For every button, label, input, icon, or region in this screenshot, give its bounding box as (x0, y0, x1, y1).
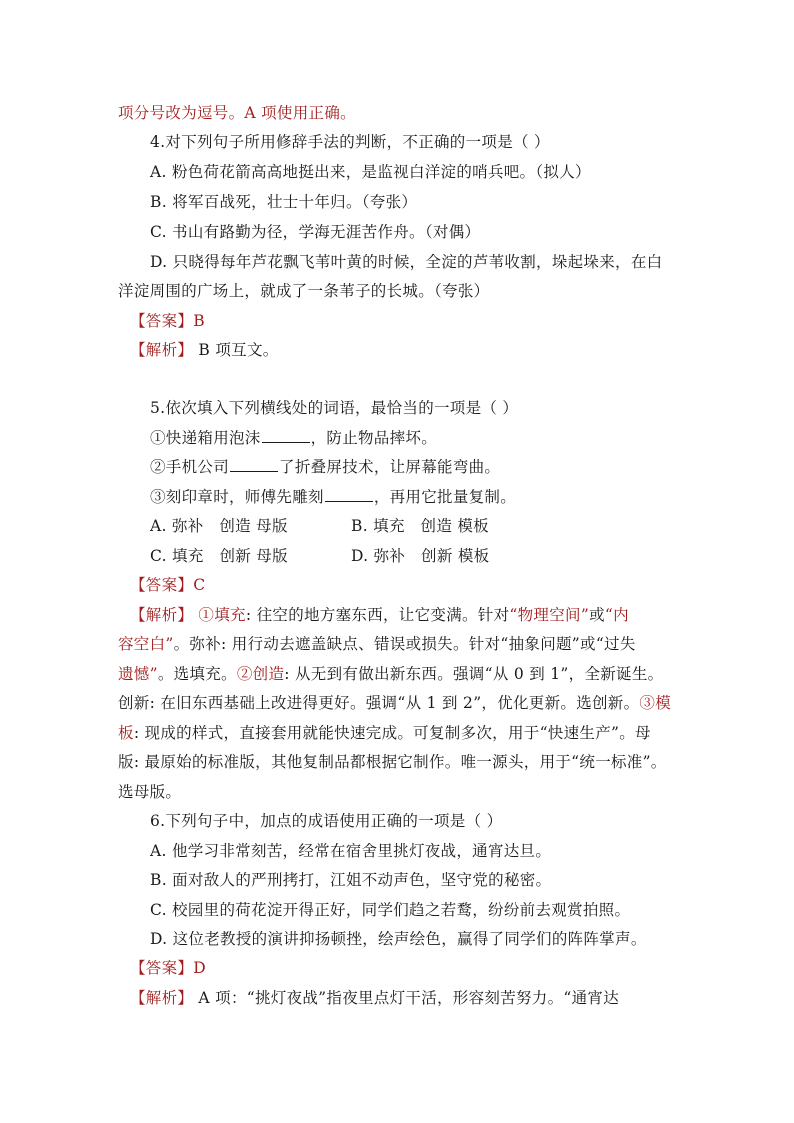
q4-option-d: D. 只晓得每年芦花飘飞苇叶黄的时候，全淀的芦苇收割，垛起垛来，在白 (150, 253, 663, 271)
answer-tag: 【答案】 (130, 959, 194, 977)
item-text: ，防止物品摔坏。 (310, 429, 438, 447)
item-text: 了折叠屏技术，让屏幕能弯曲。 (279, 458, 501, 476)
q6-option-d: D. 这位老教授的演讲抑扬顿挫，绘声绘色，赢得了同学们的阵阵掌声。 (150, 930, 647, 948)
q5-analysis-line-4 (118, 693, 671, 713)
q6-option-a: A. 他学习非常刻苦，经常在宿舍里挑灯夜战，通宵达旦。 (150, 842, 552, 860)
q5-analysis-line-6 (118, 752, 667, 772)
item-text: ②手机公司 (150, 458, 230, 476)
item-text: ，再用它批量复制。 (373, 488, 517, 506)
prev-answer-tail (118, 103, 356, 123)
answer-value: C (193, 576, 206, 594)
q5-option-a: A. 弥补 创造 母版 (150, 517, 288, 535)
analysis-term: “内 (604, 606, 629, 624)
analysis-text: : 现成的样式，直接套用就能快速完成。可复制多次，用于“快速生产”。母 (133, 724, 651, 742)
item-text: ③刻印章时，师傅先雕刻 (150, 488, 324, 506)
q4-option-b: B. 将军百战死，壮士十年归。（夸张） (150, 193, 418, 211)
analysis-text: : 从无到有做出新东西。强调“从 0 到 1”，全新诞生。 (284, 665, 664, 683)
question-5-stem: 5.依次填入下列横线处的词语，最恰当的一项是（ ） (150, 399, 519, 417)
answer-value: B (193, 312, 205, 330)
analysis-term: “物理空间” (509, 606, 590, 624)
q4-analysis (130, 340, 279, 360)
analysis-term: 遗憾” (118, 665, 158, 683)
answer-tag: 【答案】 (130, 312, 194, 330)
analysis-text: B 项互文。 (193, 341, 279, 359)
analysis-text: 项分号改为逗号。A 项使用正确。 (118, 104, 356, 122)
q5-option-c: C. 填充 创新 母版 (150, 547, 288, 565)
analysis-term: 容空白” (118, 635, 174, 653)
analysis-text: : 最原始的标准版，其他复制品都根据它制作。唯一源头，用于“统一标准”。 (133, 753, 667, 771)
analysis-text: 。选填充。 (157, 665, 237, 683)
analysis-text: 版 (118, 753, 134, 771)
q5-analysis-line-5 (118, 723, 651, 743)
analysis-text: : 在旧东西基础上改进得更好。强调“从 1 到 2”，优化更新。选创新。 (149, 694, 640, 712)
q5-item-2 (150, 457, 500, 477)
q6-answer (130, 958, 206, 978)
q5-option-b: B. 填充 创造 模板 (351, 517, 489, 535)
analysis-term: ③模 (639, 694, 672, 712)
q5-analysis-line-7: 选母版。 (118, 783, 182, 801)
analysis-text: 或 (589, 606, 605, 624)
item-text: ①快递箱用泡沫 (150, 429, 261, 447)
q4-option-d-cont: 洋淀周围的广场上，就成了一条苇子的长城。（夸张） (118, 282, 490, 300)
analysis-term: ①填充 (193, 606, 246, 624)
q4-answer (130, 311, 205, 331)
answer-value: D (193, 959, 206, 977)
analysis-tag: 【解析】 (130, 606, 194, 624)
q4-option-a: A. 粉色荷花箭高高地挺出来，是监视白洋淀的哨兵吧。（拟人） (150, 163, 591, 181)
analysis-tag: 【解析】 (130, 341, 194, 359)
question-6-stem: 6.下列句子中，加点的成语使用正确的一项是（ ） (150, 812, 503, 830)
fill-blank (262, 428, 310, 443)
analysis-term: ②创造 (236, 665, 285, 683)
analysis-text: 创新 (118, 694, 150, 712)
q5-analysis-line-2 (118, 634, 636, 654)
q4-option-c: C. 书山有路勤为径，学海无涯苦作舟。（对偶） (150, 223, 481, 241)
analysis-text: 。弥补: 用行动去遮盖缺点、错误或损失。针对“抽象问题”或“过失 (173, 635, 636, 653)
analysis-tag: 【解析】 (130, 989, 194, 1007)
q5-item-1 (150, 428, 437, 448)
fill-blank (325, 487, 373, 502)
analysis-term: 板 (118, 724, 134, 742)
fill-blank (230, 457, 278, 472)
q5-item-3 (150, 487, 516, 507)
q6-option-c: C. 校园里的荷花淀开得正好，同学们趋之若鹜，纷纷前去观赏拍照。 (150, 901, 631, 919)
q5-analysis-line-1 (130, 605, 629, 625)
q5-analysis-line-3 (118, 664, 663, 684)
question-4-stem: 4.对下列句子所用修辞手法的判断，不正确的一项是（ ） (150, 133, 550, 151)
q6-analysis (130, 988, 619, 1008)
analysis-text: : 往空的地方塞东西，让它变满。针对 (245, 606, 510, 624)
answer-tag: 【答案】 (130, 576, 194, 594)
analysis-text: A 项：“挑灯夜战”指夜里点灯干活，形容刻苦努力。“通宵达 (193, 989, 620, 1007)
q6-option-b: B. 面对敌人的严刑拷打，江姐不动声色，坚守党的秘密。 (150, 871, 552, 889)
q5-option-d: D. 弥补 创新 模板 (351, 547, 490, 565)
q5-answer (130, 575, 205, 595)
